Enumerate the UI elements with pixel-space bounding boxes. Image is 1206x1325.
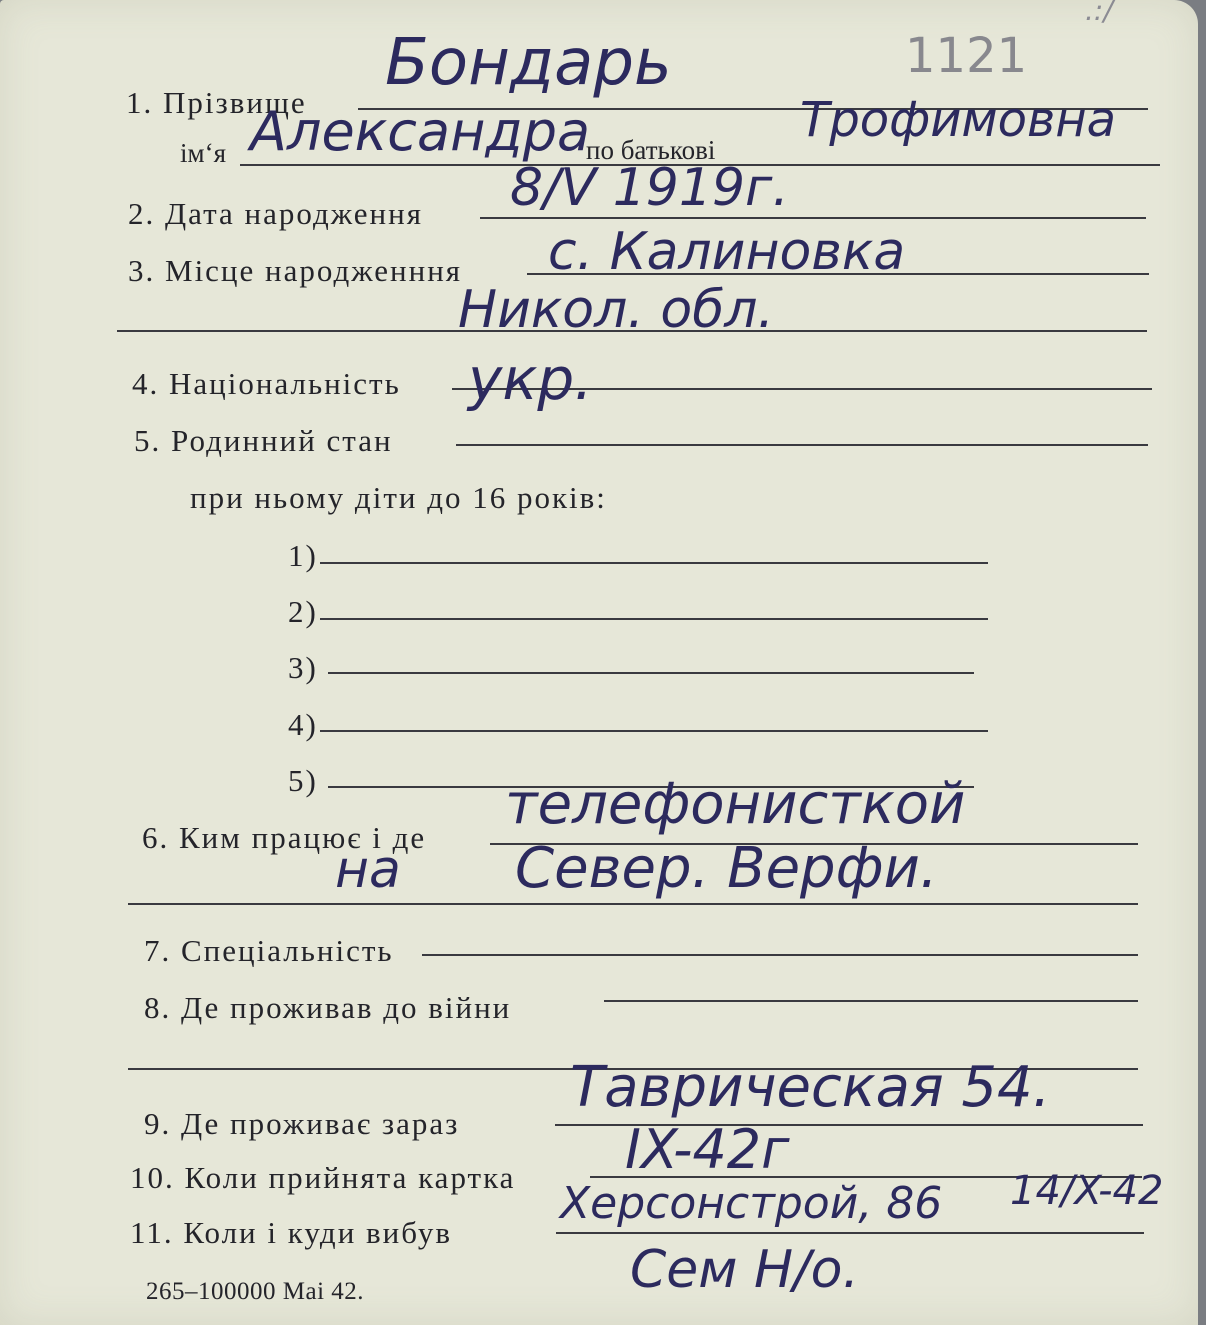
label-patronymic: по батькові xyxy=(586,135,716,165)
label-children: при ньому діти до 16 років: xyxy=(190,480,607,515)
hw-birth-place-1: с. Калиновка xyxy=(548,222,906,282)
hw-birth-place-2: Никол. обл. xyxy=(458,280,775,340)
label-family-status: 5. Родинний стан xyxy=(134,423,393,458)
line-patronymic xyxy=(770,164,1160,166)
label-birth-date: 2. Дата народження xyxy=(128,196,423,231)
child-1-label: 1) xyxy=(288,538,318,573)
line-specialty xyxy=(422,954,1138,956)
label-birth-place: 3. Місце народженння xyxy=(128,253,463,288)
label-current-residence: 9. Де проживає зараз xyxy=(144,1106,460,1141)
hw-nationality: укр. xyxy=(468,345,593,413)
corner-mark: .:/ xyxy=(1085,0,1113,27)
child-3-line xyxy=(328,672,974,674)
hw-work-3: Север. Верфи. xyxy=(515,836,938,901)
hw-departed-date: 14/X-42 xyxy=(1010,1168,1164,1214)
child-1-line xyxy=(320,562,988,564)
child-4-label: 4) xyxy=(288,707,318,742)
child-2-label: 2) xyxy=(288,594,318,629)
label-specialty: 7. Спеціальність xyxy=(144,933,394,968)
label-prewar-residence: 8. Де проживав до війни xyxy=(144,990,512,1025)
hw-work-2: на xyxy=(335,840,401,900)
line-departed xyxy=(556,1232,1144,1234)
hw-card-number: 1121 xyxy=(905,28,1028,84)
hw-current-residence: Таврическая 54. xyxy=(570,1055,1051,1120)
signature: Сем Н/о. xyxy=(630,1240,860,1300)
hw-birth-date: 8/V 1919г. xyxy=(510,158,789,218)
label-departed: 11. Коли і куди вибув xyxy=(130,1215,452,1250)
line-work-2 xyxy=(128,903,1138,905)
print-code: 265–100000 Маі 42. xyxy=(146,1278,365,1305)
label-work: 6. Ким працює і де xyxy=(142,820,427,855)
hw-work-1: телефонисткой xyxy=(505,772,966,837)
line-family-status xyxy=(456,444,1148,446)
hw-patronymic: Трофимовна xyxy=(800,92,1117,148)
child-2-line xyxy=(320,618,988,620)
label-surname: 1. Прізвище xyxy=(126,85,307,120)
hw-departed: Херсонстрой, 86 xyxy=(560,1178,943,1229)
label-card-accepted: 10. Коли прийнята картка xyxy=(130,1160,516,1195)
hw-card-accepted: IX-42г xyxy=(625,1118,790,1181)
label-nationality: 4. Національність xyxy=(132,366,401,401)
line-prewar-residence xyxy=(604,1000,1138,1002)
child-4-line xyxy=(320,730,988,732)
child-5-label: 5) xyxy=(288,763,318,798)
hw-name: Александра xyxy=(250,100,591,163)
child-3-label: 3) xyxy=(288,650,318,685)
label-name: ім‘я xyxy=(180,138,226,168)
hw-surname: Бондарь xyxy=(385,26,672,100)
